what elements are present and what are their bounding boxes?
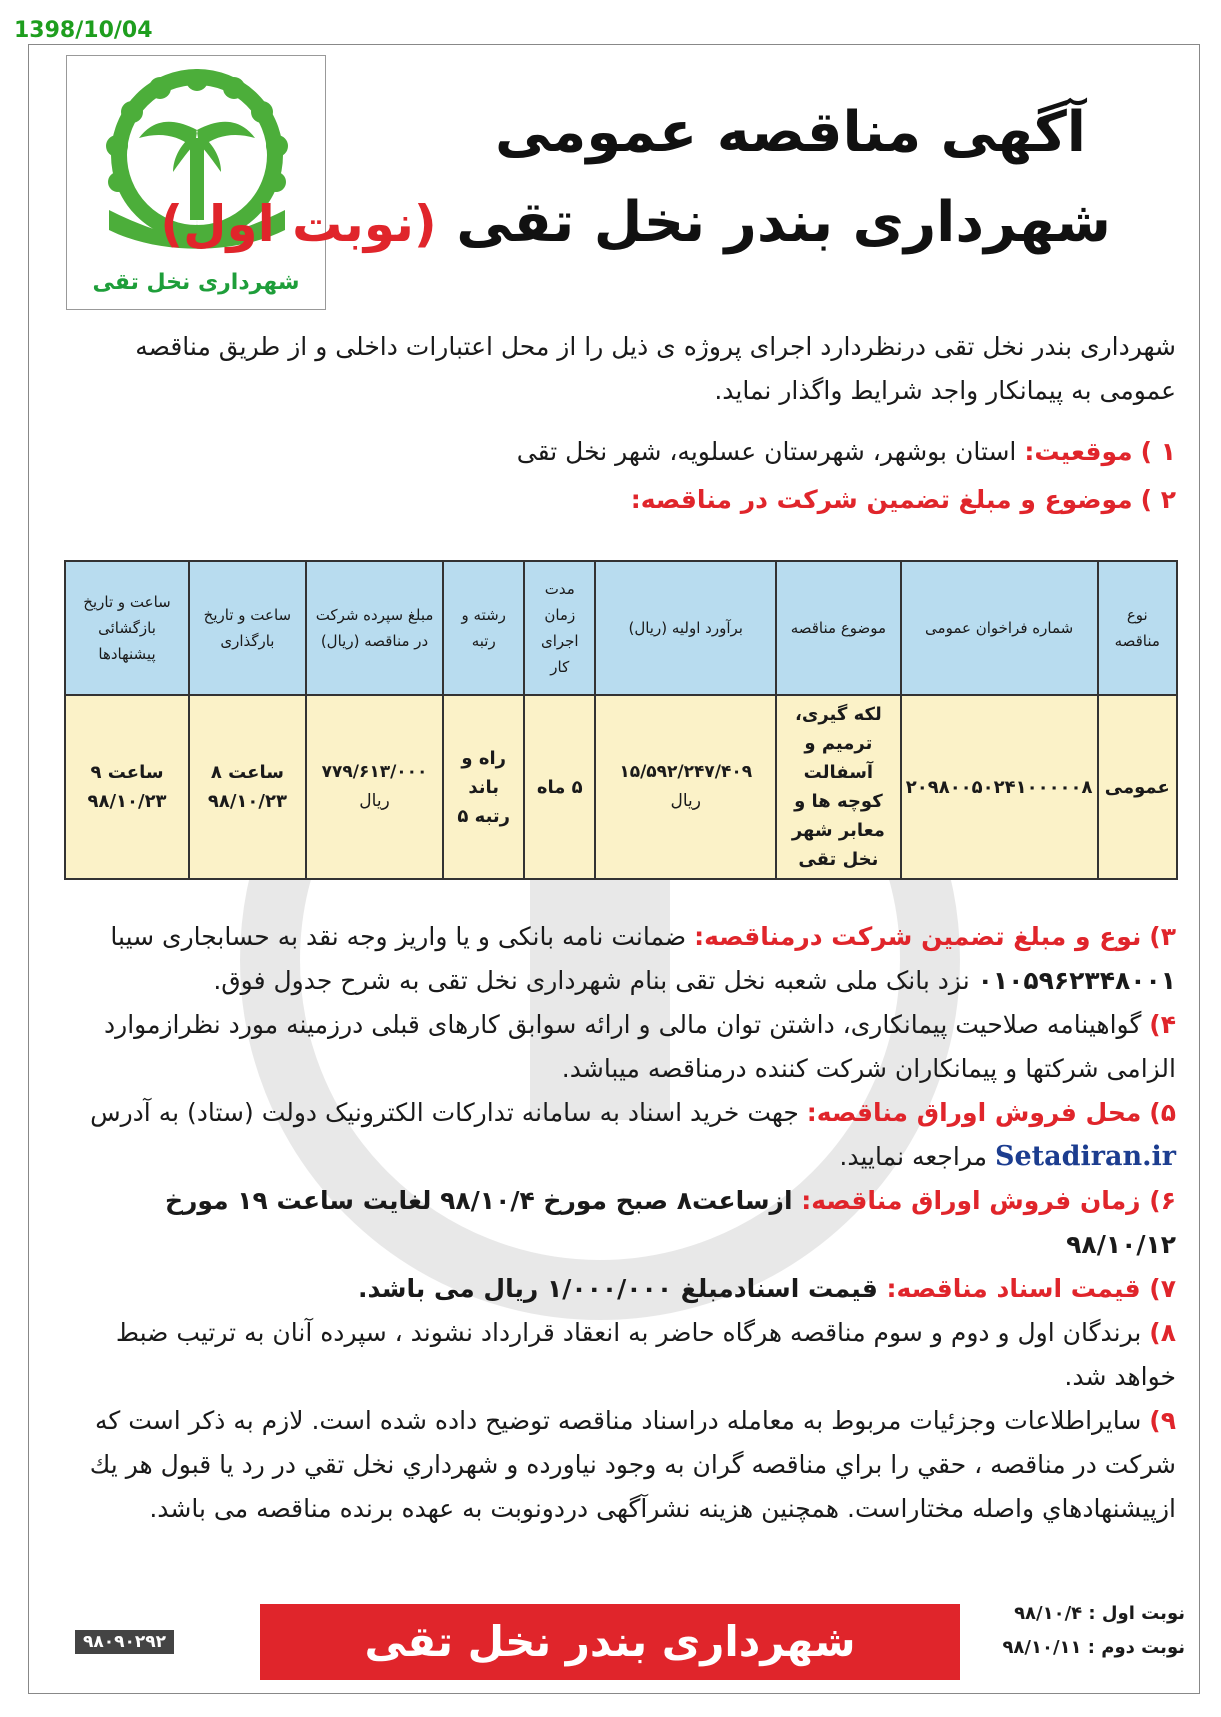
section-text: استان بوشهر، شهرستان عسلویه، شهر نخل تقی — [516, 437, 1017, 466]
col-deposit-header: مبلغ سپرده شرکت در مناقصه (ریال) — [306, 561, 443, 695]
estimate-value: ۱۵/۵۹۲/۲۴۷/۴۰۹ — [619, 762, 753, 782]
item-sale-time — [66, 1179, 1176, 1267]
item-winners — [66, 1311, 1176, 1399]
item-number: ۷) — [1149, 1274, 1176, 1303]
col-duration-header: مدت زمان اجرای کار — [524, 561, 595, 695]
item-label: نوع و مبلغ تضمین شرکت درمناقصه: — [694, 922, 1142, 951]
item-text: برندگان اول و دوم و سوم مناقصه هرگاه حاضر به انعقاد قرارداد نشوند ، سپرده آنان به ترتیب ضبط خواهد شد. — [115, 1318, 1176, 1391]
opening-date: ۹۸/۱۰/۲۳ — [87, 791, 167, 812]
item-number: ۶) — [1149, 1186, 1176, 1215]
conditions-list — [66, 915, 1176, 1531]
item-number: ۳) — [1149, 922, 1176, 951]
item-number: ۹) — [1149, 1406, 1176, 1435]
col-opening-header: ساعت و تاریخ بازگشائی پیشنهادها — [65, 561, 189, 695]
table-header-row — [65, 561, 1177, 695]
item-text: ضمانت نامه بانکی و یا واریز وجه نقد به حسابجاری سیبا — [110, 922, 687, 951]
estimate-unit: ریال — [670, 791, 701, 811]
col-subject-header: موضوع مناقصه — [776, 561, 901, 695]
footer-banner: شهرداری بندر نخل تقی — [260, 1604, 960, 1680]
col-grade-header: رشته و رتبه — [443, 561, 524, 695]
cell-subject: لکه گیری، ترمیم و آسفالت کوچه ها و معابر شهر نخل تقی — [776, 695, 901, 879]
section-number: ۱ ) — [1140, 437, 1176, 466]
turn-label: (نوبت اول) — [160, 195, 437, 253]
ad-subtitle — [160, 190, 1111, 255]
deposit-unit: ریال — [359, 791, 390, 811]
item-guarantee — [66, 915, 1176, 1003]
item-sale-place — [66, 1091, 1176, 1179]
section-subject — [66, 478, 1176, 522]
upload-time: ساعت ۸ — [210, 762, 284, 783]
item-qualification — [66, 1003, 1176, 1091]
item-label: محل فروش اوراق مناقصه: — [806, 1098, 1142, 1127]
cell-deposit — [306, 695, 443, 879]
municipality-logo — [66, 55, 326, 310]
item-other-info — [66, 1399, 1176, 1531]
section-label: موقعیت: — [1024, 437, 1133, 466]
second-notice: نوبت دوم : ۹۸/۱۰/۱۱ — [1002, 1637, 1185, 1658]
cell-estimate — [595, 695, 776, 879]
ad-code: ۹۸۰۹۰۲۹۲ — [75, 1630, 174, 1654]
deposit-value: ۷۷۹/۶۱۳/۰۰۰ — [321, 762, 428, 782]
cell-opening — [65, 695, 189, 879]
upload-date: ۹۸/۱۰/۲۳ — [207, 791, 287, 812]
tender-table — [64, 560, 1178, 880]
municipality-name: شهرداری بندر نخل تقی — [456, 190, 1111, 255]
item-text: سایراطلاعات وجزئیات مربوط به معامله دراسناد مناقصه توضیح داده شده است. لازم به ذکر است که شرکت در مناقصه ، حقي را براي مناقصه گران به وجود نياورده و شهرداري نخل تقي در رد يا قبول هر يك ازپيشنهادهاي واصله مختاراست. همچنین هزینه نشرآگهی دردونوبت به عهده برنده مناقصه می باشد. — [89, 1406, 1176, 1523]
item-text: جهت خرید اسناد به سامانه تدارکات الکترونیک دولت (ستاد) به آدرس — [90, 1098, 799, 1127]
item-number: ۵) — [1149, 1098, 1176, 1127]
cell-duration: ۵ ماه — [524, 695, 595, 879]
cell-call-number: ۲۰۹۸۰۰۵۰۲۴۱۰۰۰۰۰۸ — [901, 695, 1098, 879]
cell-type: عمومی — [1098, 695, 1177, 879]
first-notice: نوبت اول : ۹۸/۱۰/۴ — [1014, 1603, 1185, 1624]
col-upload-header: ساعت و تاریخ بارگذاری — [189, 561, 306, 695]
item-label: قیمت اسناد مناقصه: — [886, 1274, 1141, 1303]
logo-caption: شهرداری نخل تقی — [92, 270, 300, 295]
section-label: موضوع و مبلغ تضمین شرکت در مناقصه: — [630, 485, 1133, 514]
item-text: گواهینامه صلاحیت پیمانکاری، داشتن توان مالی و ارائه سوابق کارهای قبلی درزمینه مورد نظرازموارد الزامی شرکتها و پیمانکاران شرکت کننده درمناقصه میباشد. — [104, 1010, 1176, 1083]
item-text: قیمت اسنادمبلغ ۱/۰۰۰/۰۰۰ ریال می باشد. — [357, 1274, 878, 1303]
table-row — [65, 695, 1177, 879]
ad-title: آگهی مناقصه عمومی — [495, 100, 1086, 165]
date-stamp: 1398/10/04 — [14, 18, 153, 43]
section-number: ۲ ) — [1140, 485, 1176, 514]
section-location — [66, 430, 1176, 474]
intro-paragraph: شهرداری بندر نخل تقی درنظردارد اجرای پروژه ی ذیل را از محل اعتبارات داخلی و از طریق مناقصه عمومی به پیمانکار واجد شرایط واگذار نماید. — [135, 332, 1176, 405]
cell-grade: راه و باند رتبه ۵ — [443, 695, 524, 879]
opening-time: ساعت ۹ — [90, 762, 164, 783]
item-text: ازساعت۸ صبح مورخ ۹۸/۱۰/۴ لغایت ساعت ۱۹ مورخ ۹۸/۱۰/۱۲ — [164, 1186, 1176, 1259]
cell-upload — [189, 695, 306, 879]
col-estimate-header: برآورد اولیه (ریال) — [595, 561, 776, 695]
item-text-2: نزد بانک ملی شعبه نخل تقی بنام شهرداری نخل تقی به شرح جدول فوق. — [213, 966, 970, 995]
account-number: ۰۱۰۵۹۶۲۳۴۸۰۰۱ — [977, 966, 1176, 995]
item-label: زمان فروش اوراق مناقصه: — [801, 1186, 1141, 1215]
item-number: ۴) — [1149, 1010, 1176, 1039]
col-type-header: نوع مناقصه — [1098, 561, 1177, 695]
publication-dates — [1002, 1597, 1185, 1665]
item-text-2: مراجعه نمایید. — [839, 1142, 988, 1171]
col-call-number-header: شماره فراخوان عمومی — [901, 561, 1098, 695]
item-number: ۸) — [1149, 1318, 1176, 1347]
item-document-price — [66, 1267, 1176, 1311]
setad-link[interactable]: Setadiran.ir — [994, 1141, 1176, 1172]
